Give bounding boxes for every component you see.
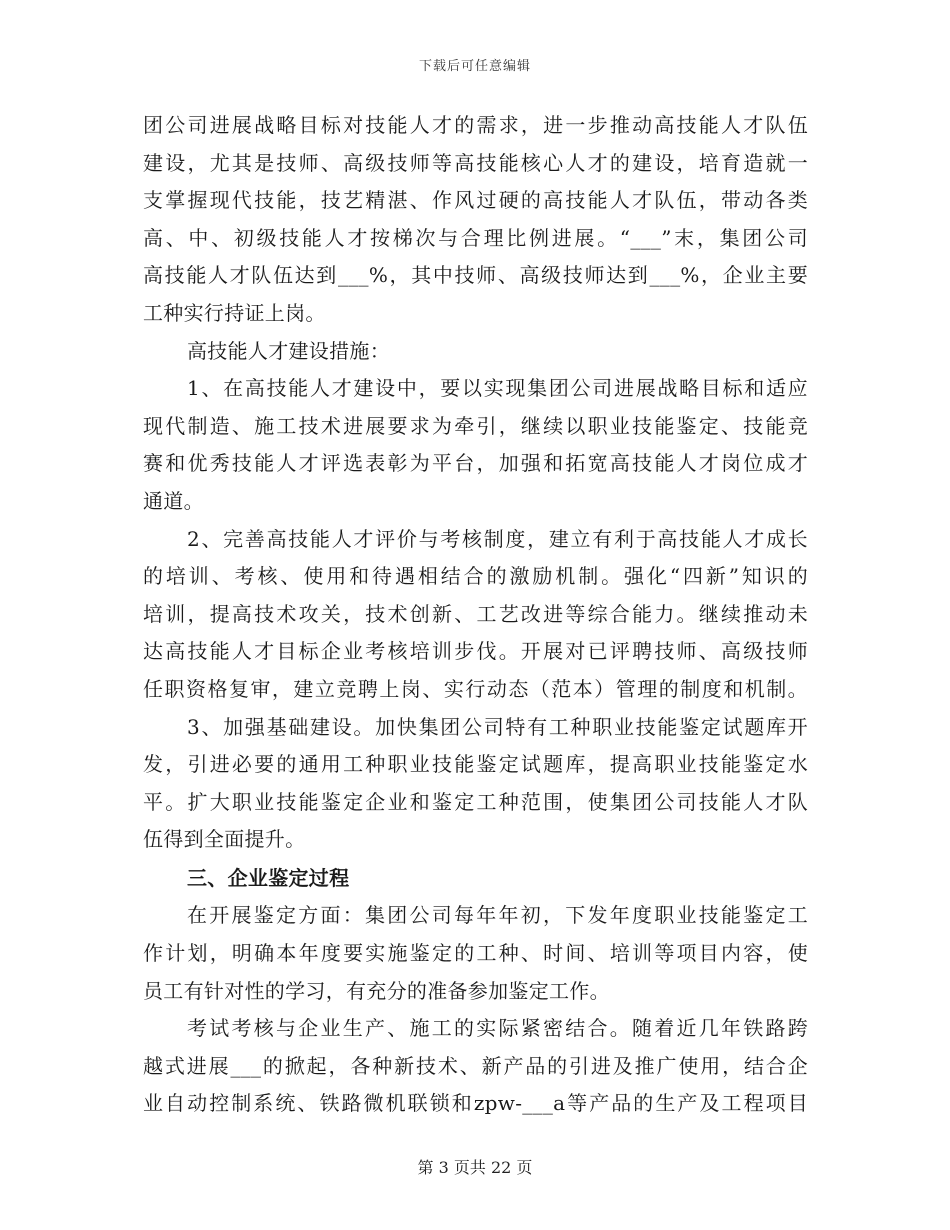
text-line: 伍得到全面提升。 (143, 827, 306, 852)
text-line: 平。扩大职业技能鉴定企业和鉴定工种范围，使集团公司技能人才队 (143, 789, 808, 814)
page-header: 下载后可任意编辑 (418, 59, 531, 74)
text-line: 支掌握现代技能，技艺精湛、作风过硬的高技能人才队伍，带动各类 (143, 188, 808, 213)
section-heading: 三、企业鉴定过程 (187, 865, 350, 890)
text-line: 越式进展___的掀起，各种新技术、新产品的引进及推广使用，结合企 (143, 1053, 808, 1078)
page-footer: 第 3 页共 22 页 (417, 1158, 533, 1177)
text-line: 高技能人才建设措施： (187, 338, 390, 363)
text-line: 工种实行持证上岗。 (143, 300, 326, 325)
text-line: 达高技能人才目标企业考核培训步伐。开展对已评聘技师、高级技师 (143, 639, 808, 664)
text-line: 通道。 (143, 488, 204, 513)
text-line: 员工有针对性的学习，有充分的准备参加鉴定工作。 (143, 978, 610, 1003)
text-line: 3、加强基础建设。加快集团公司特有工种职业技能鉴定试题库开 (187, 714, 808, 739)
text-line: 任职资格复审，建立竞聘上岗、实行动态（范本）管理的制度和机制。 (143, 676, 808, 701)
text-line: 团公司进展战略目标对技能人才的需求，进一步推动高技能人才队伍 (143, 113, 808, 137)
text-line: 的培训、考核、使用和待遇相结合的激励机制。强化“四新”知识的 (143, 564, 808, 589)
text-line: 培训，提高技术攻关，技术创新、工艺改进等综合能力。继续推动未 (143, 601, 808, 626)
text-line: 考试考核与企业生产、施工的实际紧密结合。随着近几年铁路跨 (187, 1016, 808, 1041)
text-line: 发，引进必要的通用工种职业技能鉴定试题库，提高职业技能鉴定水 (143, 752, 808, 777)
text-line: 1、在高技能人才建设中，要以实现集团公司进展战略目标和适应 (187, 376, 808, 401)
text-line: 高、中、初级技能人才按梯次与合理比例进展。“___”末，集团公司 (143, 225, 808, 250)
text-line: 现代制造、施工技术进展要求为牵引，继续以职业技能鉴定、技能竞 (143, 413, 808, 438)
text-line: 建设，尤其是技师、高级技师等高技能核心人才的建设，培育造就一 (143, 150, 808, 175)
text-line: 赛和优秀技能人才评选表彰为平台，加强和拓宽高技能人才岗位成才 (143, 451, 808, 476)
text-line: 业自动控制系统、铁路微机联锁和zpw-___a等产品的生产及工程项目 (143, 1091, 808, 1116)
text-line: 高技能人才队伍达到___%，其中技师、高级技师达到___%，企业主要 (143, 263, 808, 288)
text-line: 作计划，明确本年度要实施鉴定的工种、时间、培训等项目内容，使 (143, 941, 808, 966)
document-body (143, 107, 808, 1123)
text-line: 在开展鉴定方面：集团公司每年年初，下发年度职业技能鉴定工 (187, 903, 808, 928)
text-line: 2、完善高技能人才评价与考核制度，建立有利于高技能人才成长 (187, 526, 808, 551)
